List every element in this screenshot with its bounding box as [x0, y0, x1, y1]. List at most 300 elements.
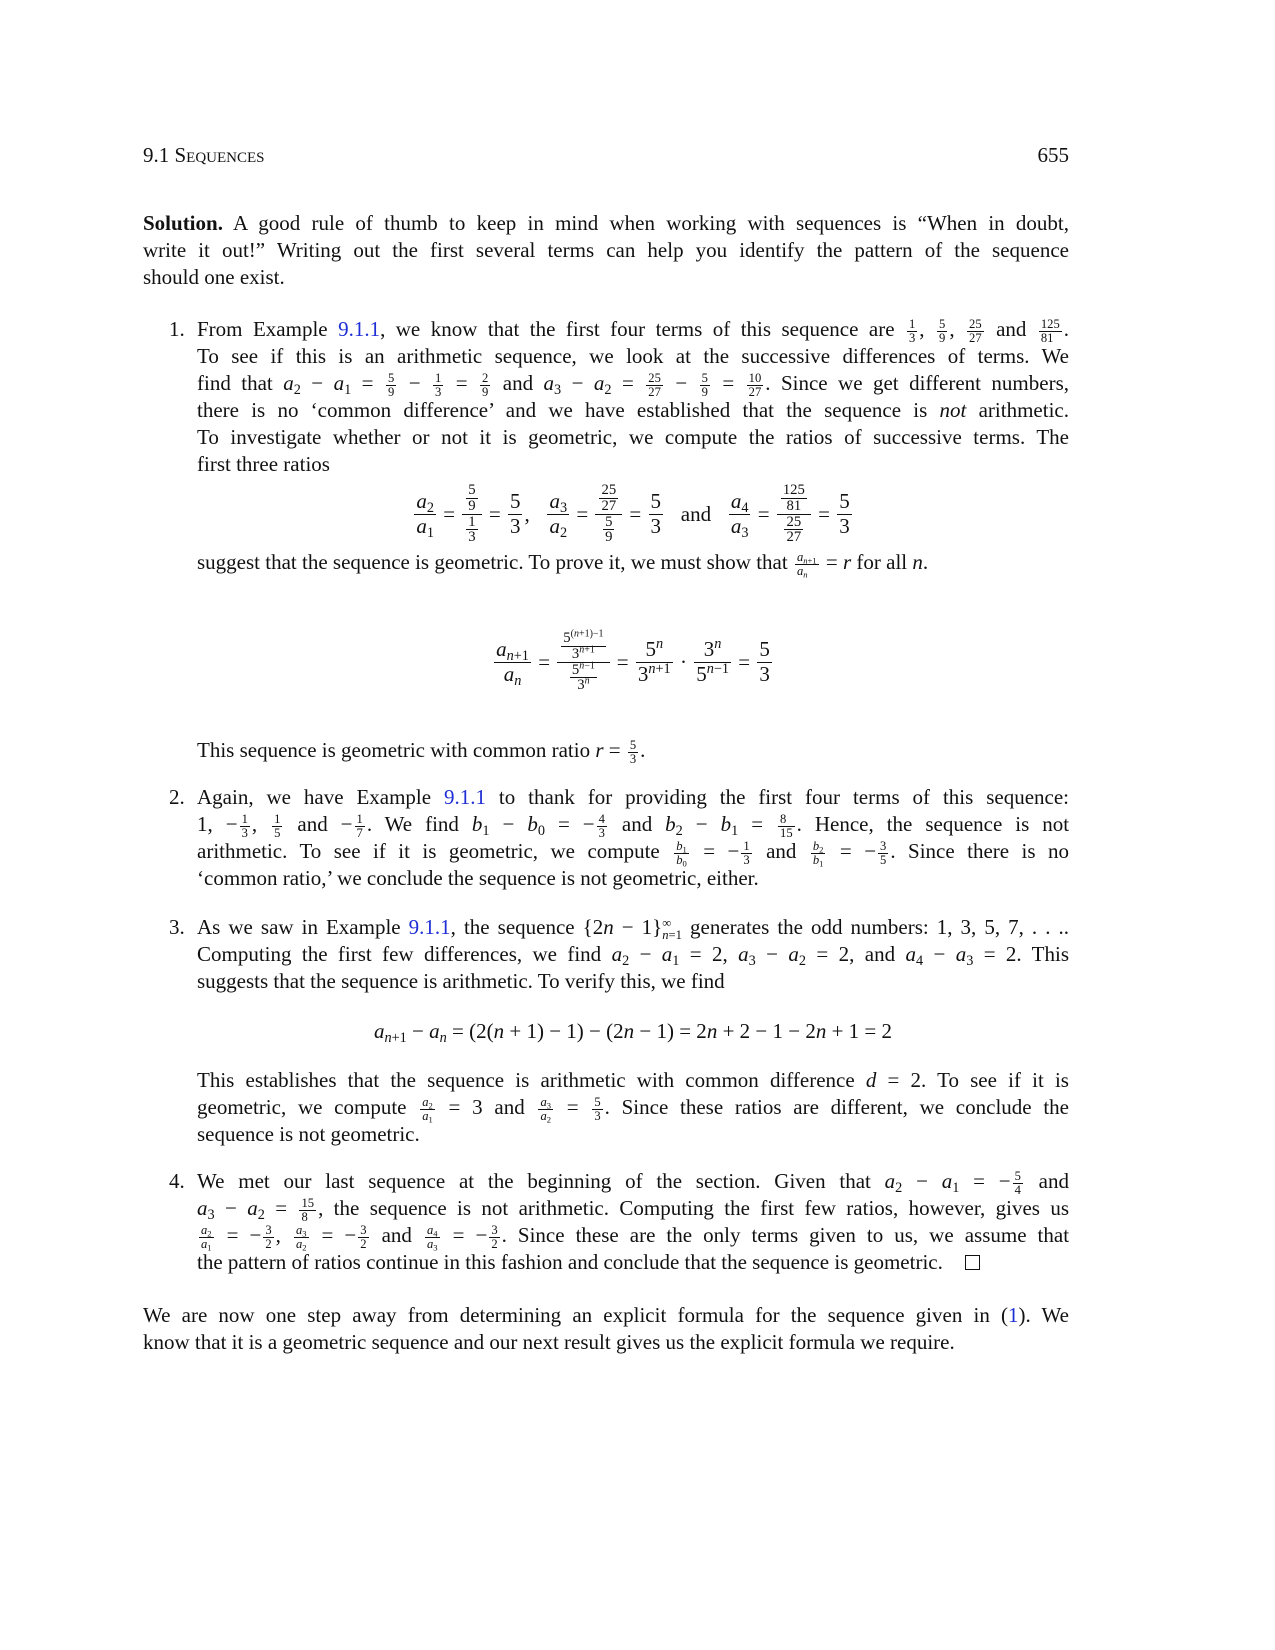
text: = [555, 1095, 591, 1119]
numerator [646, 372, 663, 386]
numerator [494, 637, 531, 665]
text: 10 [748, 371, 762, 386]
text: 3 [468, 529, 476, 546]
fraction [628, 739, 638, 765]
text: 8 [780, 812, 787, 827]
subscript: 1 [428, 1114, 433, 1125]
text: 3 [743, 852, 750, 867]
denominator [795, 565, 819, 578]
text: , [524, 501, 546, 526]
numerator [878, 840, 888, 854]
text: = [351, 371, 384, 395]
item-1-ratio-proof-equation [197, 602, 1069, 722]
fraction [781, 483, 807, 513]
text: 9 [482, 384, 489, 399]
math-variable: $b_1$ [676, 839, 687, 855]
superscript [579, 644, 595, 655]
text: 9 [387, 384, 395, 399]
denominator [811, 854, 826, 867]
text: = [812, 501, 836, 526]
superscript [707, 661, 729, 677]
text: = − [690, 839, 740, 863]
text: 3 [703, 637, 715, 662]
numerator [937, 318, 947, 332]
fraction [603, 515, 614, 545]
text: − 1) = 2 [634, 1018, 707, 1043]
fraction [557, 628, 609, 694]
italic-text: r [595, 738, 604, 762]
text-line [197, 549, 1069, 580]
text: 5 [274, 825, 281, 840]
text: , [949, 317, 966, 341]
text: Computing the first few differences, we find [197, 942, 612, 966]
fraction [694, 638, 731, 685]
subscript: 3 [546, 1100, 552, 1111]
text: ( [570, 628, 574, 640]
text-line [197, 1067, 1069, 1094]
text: 5 [387, 371, 395, 386]
math-variable: $a_2$ [295, 1236, 307, 1253]
text-line [143, 1302, 1069, 1329]
numerator [599, 483, 618, 499]
fraction [597, 813, 607, 839]
text: 3 [577, 677, 585, 694]
fraction [425, 1223, 440, 1253]
fraction [741, 840, 751, 866]
text: 5 [571, 661, 580, 678]
fraction [294, 1223, 309, 1253]
text: + 1) − 1) − (2 [504, 1018, 624, 1043]
text: = [733, 649, 756, 674]
subscript: 4 [741, 500, 749, 517]
subscript: 3 [966, 952, 974, 969]
item-number: 1. [169, 317, 185, 341]
text: 25 [969, 317, 982, 332]
text: 5 [650, 489, 661, 514]
text: 1 [435, 371, 442, 386]
fraction [240, 813, 250, 839]
text: 3 [629, 751, 637, 766]
text: . Since we get different numbers, [765, 371, 1070, 395]
fraction [592, 1096, 602, 1122]
fraction [547, 489, 569, 541]
text: +1 [391, 1029, 407, 1046]
fraction [811, 839, 826, 869]
denominator [414, 513, 436, 541]
denominator [784, 530, 803, 545]
text: 2 [491, 1236, 498, 1251]
reference-link[interactable]: 1 [1008, 1303, 1019, 1327]
denominator [729, 513, 751, 541]
math-variable: $b_1$ [471, 812, 490, 839]
item-3-difference-equation [197, 1014, 1069, 1048]
fraction [646, 372, 663, 398]
numerator [414, 489, 436, 517]
text: . Since these are the only terms given to us, we assume that [501, 1223, 1070, 1247]
text-line [143, 264, 1069, 291]
fraction [649, 490, 664, 537]
text: arithmetic. To see if it is geometric, we compute [197, 839, 673, 863]
text: = [532, 649, 556, 674]
fraction [386, 372, 396, 398]
text: ‘common ratio,’ we conclude the sequence is not geometric, either. [197, 866, 759, 890]
item-3-paragraph [169, 914, 1069, 995]
text: 3 [265, 1223, 272, 1238]
item-1-conclusion [197, 737, 1069, 764]
text: 5 [629, 738, 637, 753]
denominator [694, 660, 731, 686]
text: − [214, 1196, 248, 1220]
text: 1 [909, 317, 916, 332]
text: and [753, 839, 809, 863]
running-header [143, 141, 1069, 169]
denominator [508, 515, 523, 538]
fraction [433, 372, 443, 398]
fraction [636, 638, 673, 685]
text: + 1 = 2 [826, 1018, 893, 1043]
text: = [711, 371, 745, 395]
numerator [272, 813, 282, 827]
upper-limit: ∞ [662, 915, 672, 930]
text: − [902, 1169, 942, 1193]
text: 3 [909, 330, 916, 345]
text: 5 [701, 371, 708, 386]
text: 3 [571, 645, 580, 662]
text: −1 [584, 660, 595, 672]
italic-text: n [514, 672, 522, 689]
numerator [636, 638, 673, 662]
math-variable: $a_1$ [333, 371, 352, 398]
text: generates the odd numbers: 1, 3, 5, 7, . . .. [681, 915, 1069, 939]
subscript: 0 [682, 858, 687, 869]
italic-text: n [706, 1018, 718, 1043]
text: 5 [696, 661, 707, 686]
math-variable: $b_0$ [676, 852, 687, 869]
item-number: 2. [169, 785, 185, 809]
text: and [608, 812, 666, 836]
italic-text: not [939, 398, 967, 422]
fraction [466, 483, 477, 513]
numerator [386, 372, 396, 386]
math-variable: $b_1$ [720, 812, 739, 839]
numerator [729, 489, 751, 517]
text: 2 [482, 371, 489, 386]
text: 5 [839, 489, 850, 514]
text: 3 [509, 513, 521, 538]
text: − 1} [613, 915, 663, 939]
text: 1, − [197, 812, 238, 836]
fraction [462, 483, 481, 545]
italic-text: n [506, 648, 514, 665]
fraction [358, 1224, 368, 1250]
text: write it out!” Writing out the first several terms can help you identify the pattern of the sequence [143, 238, 1069, 262]
text-line [197, 941, 1069, 968]
denominator [570, 675, 597, 694]
text: = 2. To see if it is [876, 1068, 1069, 1092]
item-1-ratios-equation [197, 482, 1069, 546]
fraction [466, 515, 477, 545]
subscript: 3 [741, 524, 749, 541]
fraction [420, 1095, 435, 1125]
item-1-paragraph [169, 316, 1070, 478]
text: , [919, 317, 936, 341]
text: = − [544, 812, 595, 836]
text: and [665, 501, 727, 526]
text: geometric, we compute [197, 1095, 419, 1119]
text-line [197, 968, 1069, 995]
subscript: 2 [426, 500, 434, 517]
italic-text: n [648, 660, 656, 677]
text: there is no ‘common difference’ and we have established that the sequence is [197, 398, 940, 422]
numerator [425, 1224, 440, 1238]
text: 125 [782, 482, 805, 499]
numerator [777, 483, 811, 514]
text: − [664, 371, 698, 395]
fraction [263, 1224, 273, 1250]
fraction [777, 483, 811, 545]
numerator [649, 490, 664, 514]
text: = [752, 501, 775, 526]
numerator [967, 318, 984, 332]
numerator [294, 1224, 309, 1238]
math-variable: $a_2$ [422, 1095, 433, 1111]
subscript: 2 [819, 844, 824, 855]
numerator [784, 515, 803, 531]
numerator [757, 638, 772, 662]
numerator [355, 813, 365, 827]
text-line [197, 838, 1069, 869]
small-caps-text: Sequences [174, 143, 265, 167]
denominator [466, 499, 477, 514]
text-line [197, 424, 1069, 451]
text: and − [284, 812, 353, 836]
numerator [700, 372, 710, 386]
text: 3 [650, 513, 661, 538]
text: This sequence is geometric with common ratio [197, 738, 596, 762]
math-variable: $a_3$ [295, 1223, 307, 1239]
text: for all [851, 550, 913, 574]
math-variable: $a_3$ [543, 371, 562, 398]
math-variable: $a_{n+1}$ [496, 637, 529, 665]
text: 2 [265, 1236, 272, 1251]
subscript [803, 569, 807, 579]
text: = − [215, 1223, 262, 1247]
math-variable: $a_3$ [549, 489, 568, 517]
text: To investigate whether or not it is geometric, we compute the ratios of successive terms. The [197, 425, 1069, 449]
subscript: 2 [675, 822, 683, 839]
text: = [483, 501, 506, 526]
text: We are now one step away from determining an explicit formula for the sequence given in ( [143, 1303, 1008, 1327]
subscript: 3 [433, 1242, 438, 1253]
math-variable: $a_2$ [884, 1169, 903, 1196]
denominator [603, 530, 614, 545]
subscript: 2 [559, 524, 568, 541]
text-line [197, 1222, 1070, 1253]
fraction [480, 372, 490, 398]
numerator [358, 1224, 368, 1238]
text: 8 [301, 1209, 308, 1224]
text: . Hence, the sequence is not [796, 812, 1070, 836]
superscript [571, 629, 604, 640]
superscript [579, 660, 595, 671]
text: 5 [645, 637, 656, 662]
math-variable: $a_1$ [416, 513, 434, 541]
math-variable: $a_2$ [788, 942, 807, 969]
numerator [747, 372, 764, 386]
text: 3 [360, 1223, 367, 1238]
text: arithmetic. [966, 398, 1069, 422]
reference-link[interactable]: 9.1.1 [444, 785, 487, 809]
numerator [489, 1224, 499, 1238]
math-variable: $a_1$ [941, 1169, 960, 1196]
text-line [197, 1121, 1069, 1148]
page-number: 655 [1037, 143, 1069, 167]
text-line [197, 316, 1069, 343]
math-variable: $a_2$ [540, 1108, 552, 1125]
numerator [628, 739, 638, 753]
text: 25 [601, 482, 617, 499]
text: , [251, 812, 271, 836]
text: = 3 and [436, 1095, 537, 1119]
italic-text: n [493, 1018, 505, 1043]
text: 5 [1014, 1169, 1021, 1184]
text: = − [310, 1223, 357, 1247]
fraction [1013, 1170, 1023, 1196]
fraction [757, 638, 772, 685]
numerator [538, 1096, 553, 1110]
subscript: 2 [428, 1100, 433, 1111]
text: = [264, 1196, 298, 1220]
text: As we saw in Example [197, 915, 409, 939]
italic-text: n [579, 644, 585, 656]
italic-text: n [706, 660, 714, 677]
subscript: 2 [546, 1114, 552, 1125]
text: 15 [301, 1196, 315, 1211]
text: 3 [598, 825, 605, 840]
text: − [300, 371, 334, 395]
numerator [557, 628, 609, 662]
closing-paragraph [143, 1302, 1069, 1356]
math-variable: $a_2$ [549, 513, 568, 541]
numerator [263, 1224, 273, 1238]
fraction [489, 1224, 499, 1250]
subscript [384, 1029, 406, 1045]
index-range [662, 917, 682, 942]
text: 5 [759, 637, 770, 662]
text: 3 [435, 384, 442, 399]
text: =1 [668, 928, 682, 943]
italic-text: n [912, 550, 923, 574]
denominator [599, 499, 618, 514]
italic-text: d [865, 1068, 877, 1092]
subscript: 3 [207, 1206, 215, 1223]
text-line [197, 737, 1069, 764]
text: 81 [786, 497, 802, 514]
text: = − [959, 1169, 1011, 1193]
text: 27 [648, 384, 661, 399]
subscript: 3 [302, 1228, 307, 1239]
numerator [597, 813, 607, 827]
item-2-paragraph [169, 784, 1070, 892]
text: and [492, 371, 544, 395]
text: . Since there is no [890, 839, 1069, 863]
reference-link[interactable]: 9.1.1 [338, 317, 381, 341]
subscript: 2 [207, 1228, 212, 1239]
text: − [682, 812, 721, 836]
subscript: 4 [915, 952, 924, 969]
math-variable: $a_3$ [738, 942, 756, 969]
text: the pattern of ratios continue in this fashion and conclude that the sequence is geometric. [197, 1250, 943, 1274]
subscript: 0 [537, 822, 545, 839]
text: = (2( [446, 1018, 494, 1043]
subscript: 1 [672, 952, 680, 969]
subscript: 1 [952, 1179, 960, 1196]
superscript [585, 676, 590, 687]
text: 5 [880, 852, 887, 867]
text: to thank for providing the first four terms of this sequence: [486, 785, 1069, 809]
text: 125 [1040, 317, 1060, 332]
text-line [197, 865, 1069, 892]
denominator [557, 660, 609, 694]
text: and [370, 1223, 423, 1247]
reference-link[interactable]: 9.1.1 [408, 915, 451, 939]
numerator [199, 1224, 214, 1238]
text: 3 [241, 825, 248, 840]
superscript [714, 637, 721, 653]
fraction [414, 489, 436, 541]
text: +1 [807, 555, 817, 566]
text: 27 [786, 529, 802, 546]
subscript: 1 [731, 822, 739, 839]
text: + 2 − 1 − 2 [717, 1018, 816, 1043]
denominator [420, 1110, 435, 1123]
text: = [437, 501, 461, 526]
text: 25 [648, 371, 661, 386]
text: = 2, and [806, 942, 906, 966]
subscript: 3 [554, 381, 562, 398]
text-line [197, 343, 1069, 370]
fraction [355, 813, 365, 839]
text: 81 [1040, 330, 1054, 345]
denominator [777, 515, 811, 545]
numerator [603, 515, 614, 531]
math-variable: $a_4$ [730, 489, 749, 517]
math-variable: $a_3$ [426, 1236, 438, 1253]
italic-text: n [655, 636, 664, 653]
text: +1 [513, 648, 529, 665]
text-line [197, 784, 1069, 811]
numerator [907, 318, 917, 332]
text: 9 [605, 529, 613, 546]
subscript: 4 [433, 1228, 438, 1239]
superscript [648, 661, 670, 677]
fraction [538, 1095, 553, 1125]
text: 9 [468, 497, 476, 514]
text: 3 [594, 1108, 601, 1123]
fraction [199, 1223, 214, 1253]
item-number: 3. [169, 915, 185, 939]
fraction [299, 1197, 316, 1223]
fraction [747, 372, 764, 398]
fraction [729, 489, 751, 541]
text: 1 [274, 812, 281, 827]
fraction [784, 515, 803, 545]
italic-text: n [623, 1018, 635, 1043]
subscript: 1 [682, 844, 687, 855]
numerator [837, 490, 852, 514]
text: suggests that the sequence is arithmetic. To verify this, we find [197, 969, 725, 993]
fraction [561, 628, 605, 662]
